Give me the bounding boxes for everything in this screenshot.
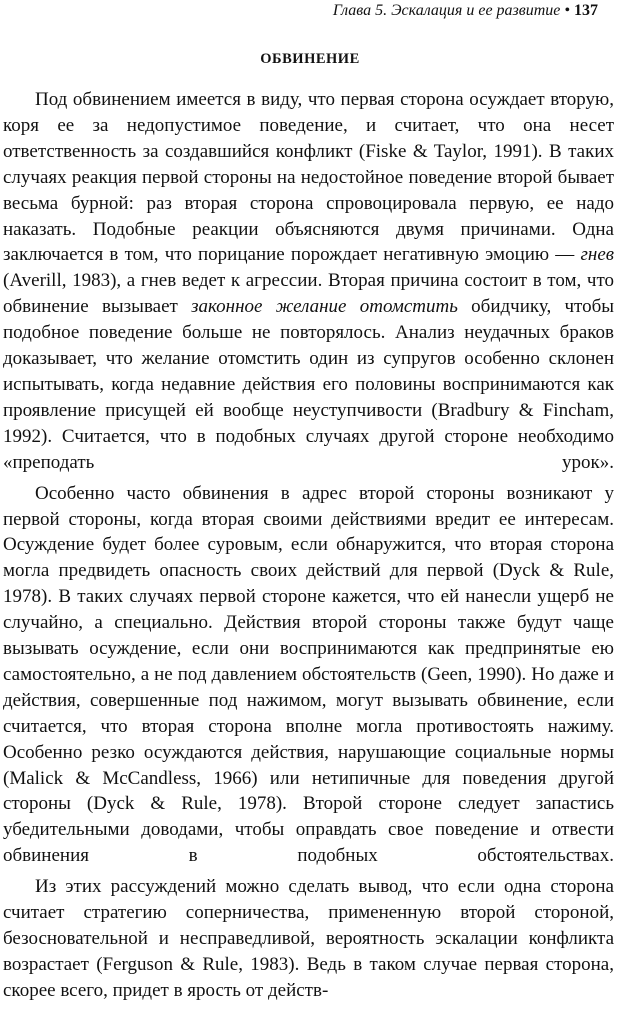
header-separator: • xyxy=(564,2,570,19)
section-title: ОБВИНЕНИЕ xyxy=(260,51,360,67)
body-text xyxy=(3,87,614,1009)
page-number: 137 xyxy=(574,2,598,19)
emphasis-anger: гнев xyxy=(580,244,615,266)
paragraph-3: Из этих рассуждений можно сделать вывод, что если одна сторона считает стратегию соперничества, примененную второй стороной, безосновательной и несправедливой, вероятность эскалации конфликта возрастает (Ferguson & Rule, 1983). Ведь в таком случае первая сторона, скорее всего, придет в ярость от действ- xyxy=(3,876,614,1001)
paragraph-1 xyxy=(3,87,614,476)
running-title: Глава 5. Эскалация и ее развитие xyxy=(332,2,561,19)
paragraph-1-part-b: (Averill, 1983), а гнев ведет к агрессии. Вторая причина состоит в том, что обвинение вызывает xyxy=(3,270,614,318)
running-header xyxy=(333,0,598,22)
paragraph-2: Особенно часто обвинения в адрес второй стороны возникают у первой стороны, когда вторая своими действиями вредит ее интересам. Осуждение будет более суровым, если обнаружится, что вторая сторона могла предвидеть опасность своих действий для первой (Dyck & Rule, 1978). В таких случаях первой стороне кажется, что ей нанесли ущерб не случайно, а специально. Действия второй стороны также будут чаще вызывать осуждение, если они воспринимаются как предпринятые ею самостоятельно, а не под давлением обстоятельств (Geen, 1990). Но даже и действия, совершенные под нажимом, могут вызывать обвинение, если считается, что вторая сторона вполне могла противостоять нажиму. Особенно резко осуждаются действия, нарушающие социальные нормы (Malick & McCandless, 1966) или нетипичные для поведения другой стороны (Dyck & Rule, 1978). Второй стороне следует запастись убедительными доводами, чтобы оправдать свое поведение и отвести обвинения в подобных обстоятельствах. xyxy=(3,482,614,867)
emphasis-revenge: законное желание отомстить xyxy=(191,296,458,318)
paragraph-1-part-a: Под обвинением имеется в виду, что первая сторона осуждает вторую, коря ее за недопустимое поведение, и считает, что она несет ответственность за создавшийся конфликт (Fiske & Taylor, 1991). В таких случаях реакция первой стороны на недостойное поведение второй бывает весьма бурной: раз вторая сторона спровоцировала первую, ее надо наказать. Подобные реакции объясняются двумя причинами. Одна заключается в том, что порицание порождает негативную эмоцию — xyxy=(3,89,614,266)
paragraph-1-part-c: обидчику, чтобы подобное поведение больше не повторялось. Анализ неудачных браков доказывает, что желание отомстить один из супругов особенно склонен испытывать, когда недавние действия его половины воспринимаются как проявление присущей ей вообще неуступчивости (Bradbury & Fincham, 1992). Считается, что в подобных случаях другой стороне необходимо «преподать урок». xyxy=(3,296,615,473)
